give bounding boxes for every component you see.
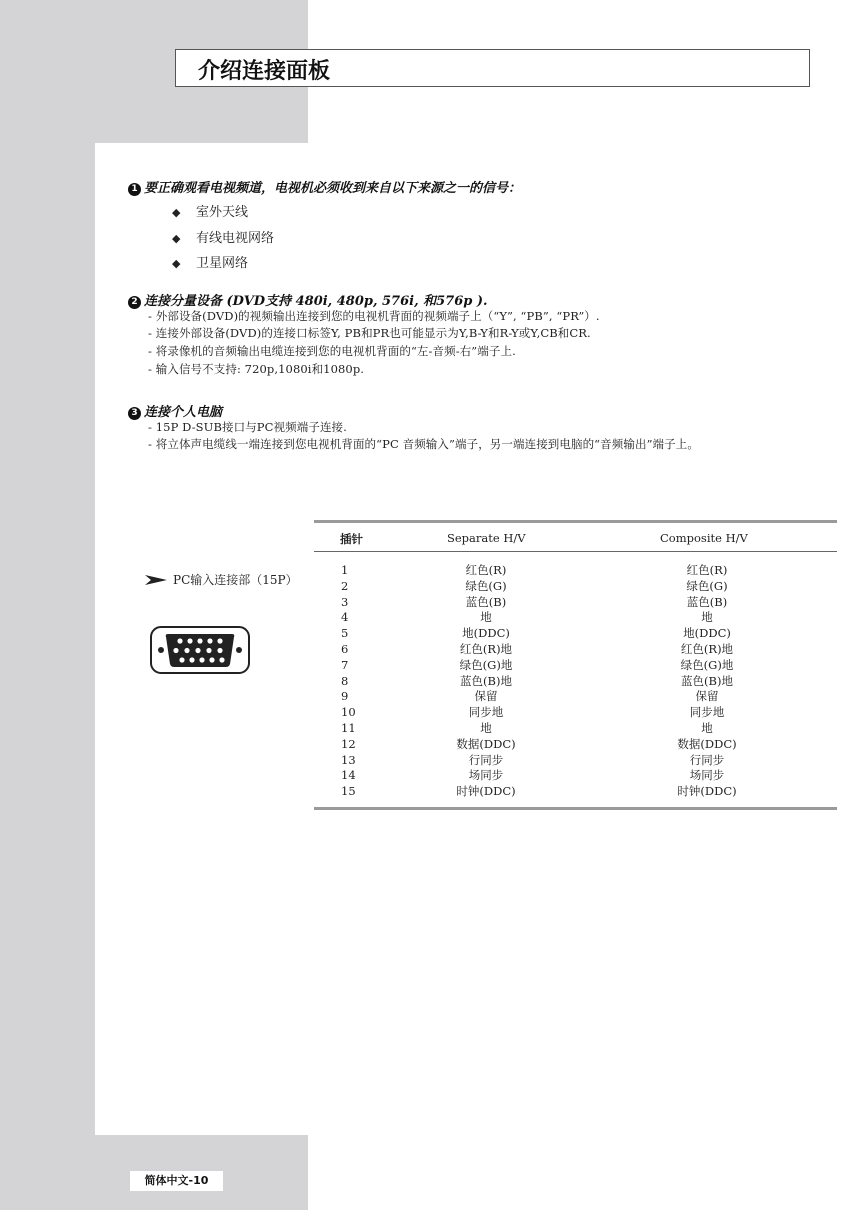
composite-hv-signal: 地(DDC) xyxy=(683,626,731,641)
pin-number: 7 xyxy=(341,657,349,672)
section-2-number: 2 xyxy=(128,296,141,309)
table-row xyxy=(314,658,837,674)
section-3-heading xyxy=(128,401,222,420)
pin-number: 12 xyxy=(341,736,356,751)
composite-hv-signal: 蓝色(B)地 xyxy=(681,673,733,688)
pin-number: 4 xyxy=(341,610,349,625)
table-row xyxy=(314,768,837,784)
pin-table-body xyxy=(314,563,837,800)
pc-input-label: PC输入连接部（15P） xyxy=(145,571,298,589)
separate-hv-signal: 绿色(G) xyxy=(465,578,507,593)
section-2-heading-text: 连接分量设备 (DVD支持 480i, 480p, 576i, 和576p ). xyxy=(144,294,488,309)
pin-number: 8 xyxy=(341,673,349,688)
pin-number: 6 xyxy=(341,641,349,656)
table-row xyxy=(314,721,837,737)
list-item: - 将录像机的音频输出电缆连接到您的电视机背面的“左-音频-右”端子上. xyxy=(148,344,516,358)
table-header-composite: Composite H/V xyxy=(660,531,748,545)
pin-number: 11 xyxy=(341,720,356,735)
table-header-pin: 插针 xyxy=(340,532,363,546)
list-item: - 外部设备(DVD)的视频输出连接到您的电视机背面的视频端子上（“Y”, “PB”, “PR”）. xyxy=(148,309,600,323)
list-item: - 输入信号不支持: 720p,1080i和1080p. xyxy=(148,362,365,376)
separate-hv-signal: 红色(R)地 xyxy=(459,641,513,656)
composite-hv-signal: 地 xyxy=(701,720,713,735)
section-2-heading xyxy=(128,290,488,309)
composite-hv-signal: 绿色(G) xyxy=(686,578,728,593)
list-item: ◆ 卫星网络 xyxy=(172,256,249,271)
list-item: - 15P D-SUB接口与PC视频端子连接. xyxy=(148,420,347,434)
separate-hv-signal: 地(DDC) xyxy=(462,626,510,641)
separate-hv-signal: 行同步 xyxy=(468,752,504,767)
composite-hv-signal: 蓝色(B) xyxy=(686,594,728,609)
composite-hv-signal: 保留 xyxy=(695,689,719,704)
page-number: 简体中文-10 xyxy=(130,1171,223,1191)
composite-hv-signal: 数据(DDC) xyxy=(677,736,737,751)
arrow-right-icon xyxy=(145,574,167,589)
separate-hv-signal: 红色(R) xyxy=(465,563,507,577)
pin-number: 1 xyxy=(341,563,349,577)
table-header-separate: Separate H/V xyxy=(447,531,526,545)
pin-number: 13 xyxy=(341,752,356,767)
separate-hv-signal: 绿色(G)地 xyxy=(459,657,513,672)
pin-number: 15 xyxy=(341,784,356,799)
composite-hv-signal: 行同步 xyxy=(689,752,725,767)
diamond-bullet-icon: ◆ xyxy=(172,257,181,270)
table-row xyxy=(314,674,837,690)
separate-hv-signal: 地 xyxy=(480,610,492,625)
section-1-heading xyxy=(128,177,521,196)
list-item: - 将立体声电缆线一端连接到您电视机背面的“PC 音频输入”端子，另一端连接到电脑的“音频输出”端子上。 xyxy=(148,437,699,451)
section-3-number: 3 xyxy=(128,407,141,420)
pin-number: 9 xyxy=(341,689,349,704)
table-row xyxy=(314,784,837,800)
dsub-15-connector-icon xyxy=(150,626,250,678)
section-1-heading-text: 要正确观看电视频道，电视机必须收到来自以下来源之一的信号： xyxy=(144,181,522,196)
table-row xyxy=(314,753,837,769)
separate-hv-signal: 场同步 xyxy=(468,768,504,783)
composite-hv-signal: 同步地 xyxy=(689,705,725,720)
separate-hv-signal: 蓝色(B) xyxy=(465,594,507,609)
composite-hv-signal: 红色(R) xyxy=(686,563,728,577)
composite-hv-signal: 时钟(DDC) xyxy=(677,784,737,799)
composite-hv-signal: 地 xyxy=(701,610,713,625)
page-title-box xyxy=(175,49,810,87)
table-row xyxy=(314,689,837,705)
pin-number: 5 xyxy=(341,626,349,641)
table-row xyxy=(314,579,837,595)
table-row xyxy=(314,563,837,579)
table-row xyxy=(314,642,837,658)
page-margin-left xyxy=(0,0,95,1210)
page-title: 介绍连接面板 xyxy=(198,58,331,84)
table-rule xyxy=(314,807,837,810)
diamond-bullet-icon: ◆ xyxy=(172,232,181,245)
separate-hv-signal: 数据(DDC) xyxy=(456,736,516,751)
table-rule xyxy=(314,520,837,523)
table-row xyxy=(314,610,837,626)
pin-number: 2 xyxy=(341,578,349,593)
composite-hv-signal: 场同步 xyxy=(689,768,725,783)
section-3-heading-text: 连接个人电脑 xyxy=(144,405,223,420)
table-row xyxy=(314,626,837,642)
table-rule xyxy=(314,551,837,552)
section-1-number: 1 xyxy=(128,183,141,196)
list-item: ◆ 有线电视网络 xyxy=(172,231,275,246)
separate-hv-signal: 时钟(DDC) xyxy=(456,784,516,799)
separate-hv-signal: 蓝色(B)地 xyxy=(460,673,512,688)
pin-number: 14 xyxy=(341,768,356,783)
table-row xyxy=(314,595,837,611)
pin-number: 3 xyxy=(341,594,349,609)
pin-number: 10 xyxy=(341,705,356,720)
table-row xyxy=(314,737,837,753)
table-row xyxy=(314,705,837,721)
list-item: ◆ 室外天线 xyxy=(172,205,249,220)
composite-hv-signal: 红色(R)地 xyxy=(680,641,734,656)
separate-hv-signal: 同步地 xyxy=(468,705,504,720)
separate-hv-signal: 保留 xyxy=(474,689,498,704)
list-item: - 连接外部设备(DVD)的连接口标签Y, PB和PR也可能显示为Y,B-Y和R-Y或Y,CB和CR. xyxy=(148,326,591,340)
diamond-bullet-icon: ◆ xyxy=(172,206,181,219)
separate-hv-signal: 地 xyxy=(480,720,492,735)
composite-hv-signal: 绿色(G)地 xyxy=(680,657,734,672)
